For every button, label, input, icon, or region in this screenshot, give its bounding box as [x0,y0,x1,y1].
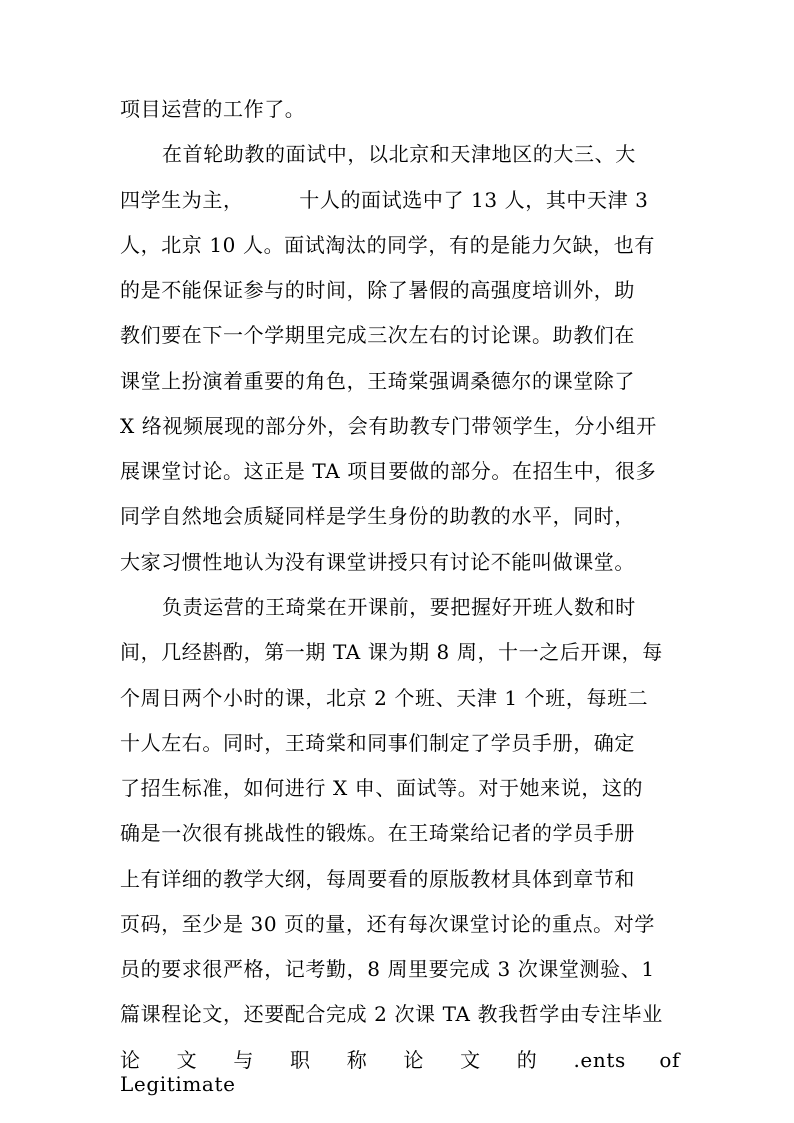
text-line: 项目运营的工作了。 [120,97,306,121]
text-line: 同学自然地会质疑同样是学生身份的助教的水平，同时， [120,504,635,528]
text-line: 四学生为主， 十人的面试选中了 13 人，其中天津 3 [120,188,649,212]
text-line: X 络视频展现的部分外，会有助教专门带领学生，分小组开 [120,414,657,438]
text-line: 十人左右。同时，王琦棠和同事们制定了学员手册，确定 [120,731,635,755]
text-line: 篇课程论文，还要配合完成 2 次课 TA 教我哲学由专注毕业 [120,1002,663,1026]
text-line-justified: 论 文 与 职 称 论 文 的 .ents of Legitimate [120,1048,680,1096]
text-line: 个周日两个小时的课，北京 2 个班、天津 1 个班，每班二 [120,686,649,710]
paragraph-start-line: 在首轮助教的面试中，以北京和天津地区的大三、大 [162,142,636,166]
text-line: 员的要求很严格，记考勤，8 周里要完成 3 次课堂测验、1 [120,957,655,981]
text-line: 教们要在下一个学期里完成三次左右的讨论课。助教们在 [120,323,635,347]
paragraph-start-line: 负责运营的王琦棠在开课前，要把握好开班人数和时 [162,595,636,619]
text-line: 了招生标准，如何进行 X 申、面试等。对于她来说，这的 [120,776,644,800]
text-line: 课堂上扮演着重要的角色，王琦棠强调桑德尔的课堂除了 [120,369,635,393]
text-line: 人，北京 10 人。面试淘汰的同学，有的是能力欠缺，也有 [120,233,655,257]
text-line: 展课堂讨论。这正是 TA 项目要做的部分。在招生中，很多 [120,459,657,483]
text-line: 页码，至少是 30 页的量，还有每次课堂讨论的重点。对学 [120,912,655,936]
text-line: 间，几经斟酌，第一期 TA 课为期 8 周，十一之后开课，每 [120,640,663,664]
text-line: 确是一次很有挑战性的锻炼。在王琦棠给记者的学员手册 [120,821,635,845]
text-line: 的是不能保证参与的时间，除了暑假的高强度培训外，助 [120,278,635,302]
text-line: 大家习惯性地认为没有课堂讲授只有讨论不能叫做课堂。 [120,550,635,574]
text-line: 上有详细的教学大纲，每周要看的原版教材具体到章节和 [120,867,635,891]
